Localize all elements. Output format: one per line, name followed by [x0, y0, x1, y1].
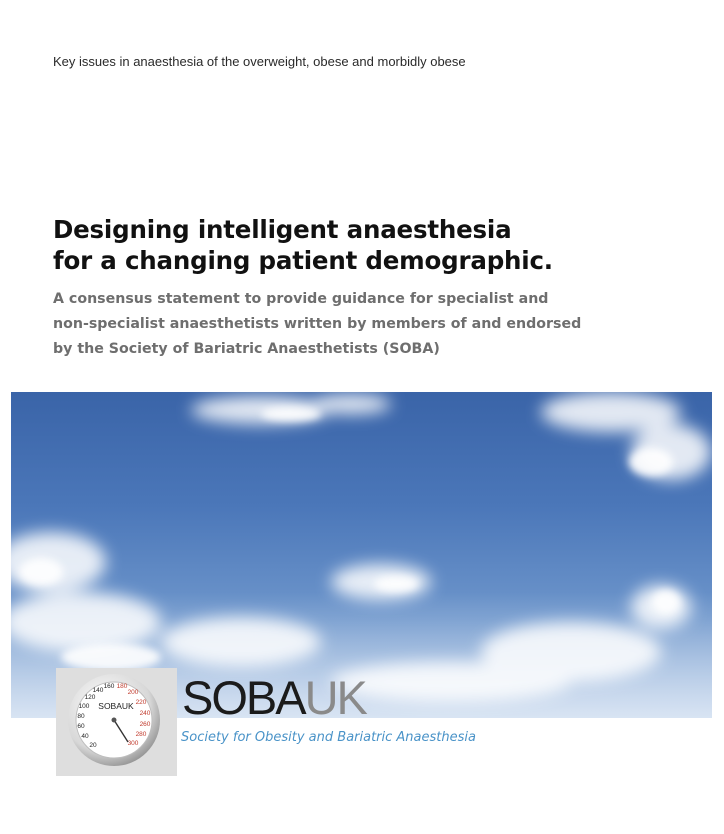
brand-main: SOBA: [182, 671, 305, 724]
subtitle-line-3: by the Society of Bariatric Anaesthetists (SOBA): [53, 341, 440, 357]
title-line-1: Designing intelligent anaesthesia: [53, 215, 512, 244]
subtitle-line-2: non-specialist anaesthetists written by members of and endorsed: [53, 316, 582, 332]
header-kicker: Key issues in anaesthesia of the overweight, obese and morbidly obese: [53, 54, 466, 69]
soba-logo: [56, 668, 516, 776]
page-title: [53, 214, 553, 276]
page-subtitle: [53, 287, 613, 362]
brand-wordmark: [182, 671, 366, 724]
scale-gauge-icon: [56, 668, 177, 776]
gauge-tick-220: 220: [135, 699, 147, 706]
society-name: Society for Obesity and Bariatric Anaesthesia: [181, 730, 476, 745]
gauge-tick-80: 80: [77, 713, 85, 720]
gauge-tick-200: 200: [127, 689, 139, 696]
gauge-hub: [112, 718, 117, 723]
gauge-brand-label: SOBAUK: [98, 701, 134, 711]
gauge-tick-180: 180: [116, 683, 128, 690]
gauge-tick-40: 40: [81, 733, 89, 740]
gauge-tick-280: 280: [135, 731, 147, 738]
gauge-tick-20: 20: [89, 742, 97, 749]
gauge-tick-100: 100: [78, 703, 90, 710]
subtitle-line-1: A consensus statement to provide guidance for specialist and: [53, 291, 549, 307]
gauge-tick-60: 60: [77, 723, 85, 730]
gauge-tick-260: 260: [139, 721, 151, 728]
gauge-background: [56, 668, 177, 776]
gauge-tick-120: 120: [84, 694, 96, 701]
gauge-tick-240: 240: [139, 710, 151, 717]
brand-accent: UK: [304, 671, 366, 724]
title-line-2: for a changing patient demographic.: [53, 246, 553, 275]
gauge-tick-160: 160: [103, 683, 115, 690]
gauge-tick-300: 300: [127, 740, 139, 747]
gauge-tick-140: 140: [92, 687, 104, 694]
